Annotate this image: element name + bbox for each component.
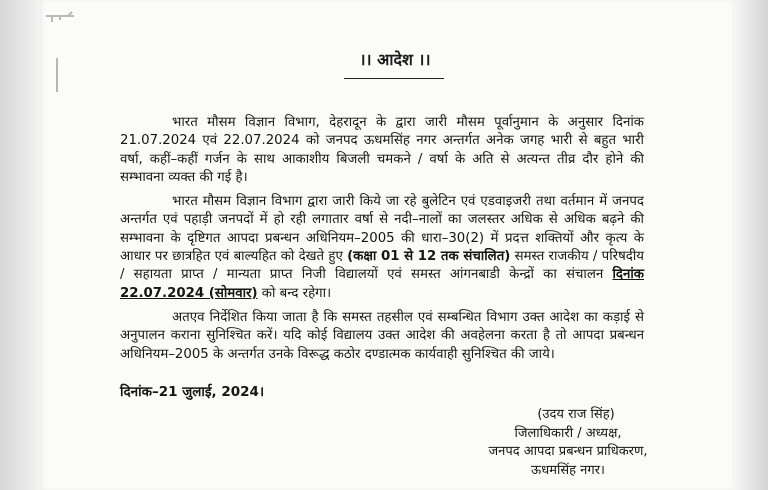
scan-border-right [732,0,768,490]
order-date: दिनांक–21 जुलाई, 2024। [120,384,265,400]
closure-order-end: को बन्द रहेगा। [261,285,332,301]
title-underline [344,78,444,79]
closure-order-institutions: समस्त राजकीय / परिषदीय / सहायता प्राप्त / मान्यता प्राप्त निजी विद्यालयों एवं समस्त आंगनबाडी केन्द्रों का संचालन [120,249,644,283]
signature-block [488,406,648,480]
class-range-bold: (कक्षा 01 से 12 तक संचालित) [347,249,511,265]
scan-border-left [0,0,40,490]
signatory-designation: जिलाधिकारी / अध्यक्ष, [514,425,622,441]
signatory-authority: जनपद आपदा प्रबन्धन प्राधिकरण, [488,444,648,459]
order-body [120,114,644,370]
paragraph-weather-forecast: भारत मौसम विज्ञान विभाग, देहरादून के द्वारा जारी मौसम पूर्वानुमान के अनुसार दिनांक 21.07.2024 एवं 22.07.2024 को जनपद ऊधमसिंह नगर अन्तर्गत अनेक जगह भारी से बहुत भारी वर्षा, कहीं–कहीं गर्जन के साथ आकाशीय बिजली चमकने / वर्षा के अति से अत्यन्त तीव्र दौर होने की सम्भावना व्यक्त की गई है। [120,115,644,185]
paragraph-closure-order [120,193,644,303]
closure-date-bold: दिनांक 22.07.2024 (सोमवार) [120,267,645,301]
order-title: ।। आदेश ।। [359,50,431,69]
corner-stamp-mark [44,10,84,26]
signatory-location: ऊधमसिंह नगर। [531,462,605,478]
paragraph-compliance-direction: अतएव निर्देशित किया जाता है कि समस्त तहसील एवं सम्बन्धित विभाग उक्त आदेश का कड़ाई से अनुपालन कराना सुनिश्चित करें। यदि कोई विद्यालय उक्त आदेश की अवहेलना करता है तो आपदा प्रबन्धन अधिनियम–2005 के अन्तर्गत उनके विरूद्ध कठोर दण्डात्मक कार्यवाही सुनिश्चित की जाये। [120,309,644,362]
signatory-name: (उदय राज सिंह) [537,407,615,422]
closure-order-text: भारत मौसम विज्ञान विभाग द्वारा जारी किये जा रहे बुलेटिन एवं एडवाइजरी तथा वर्तमान में जनपद अन्तर्गत एवं पहाड़ी जनपदों में हो रही लगातार वर्षा से नदी–नालों का जलस्तर अधिक से अधिक बढ़ने की सम्भावना के दृष्टिगत आपदा प्रबन्धन अधिनियम–2005 की धारा–30(2) में प्रदत्त शक्तियों और कृत्य के आधार पर छात्रहित एवं बाल्यहित को देखते हुए [120,194,644,265]
margin-mark [56,58,58,92]
